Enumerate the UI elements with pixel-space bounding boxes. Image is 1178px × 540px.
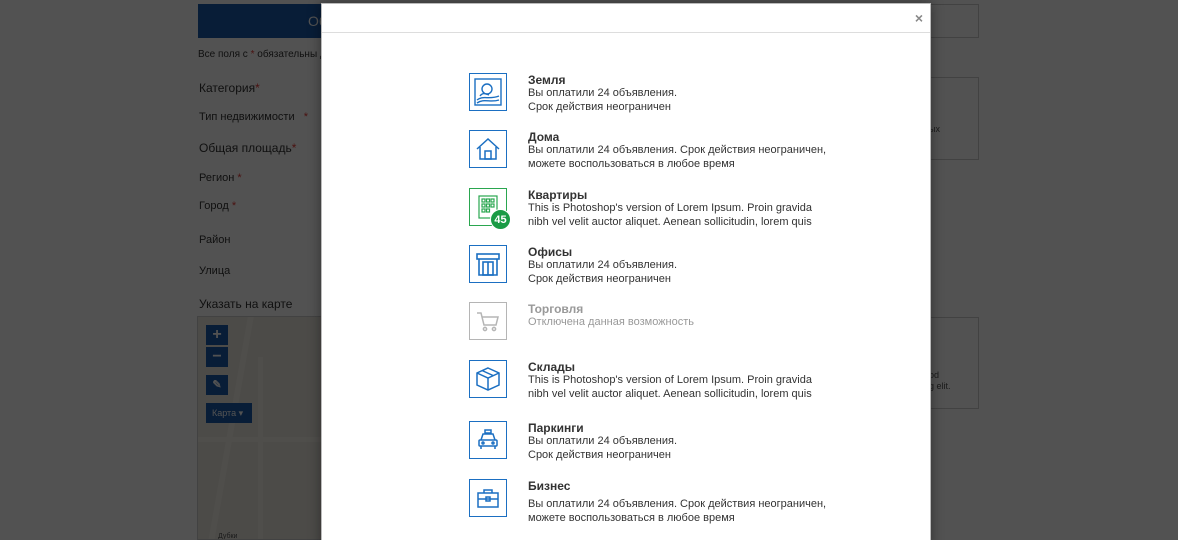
category-desc-line: Вы оплатили 24 объявления.: [528, 87, 678, 99]
category-desc-line: можете воспользоваться в любое время: [528, 511, 735, 524]
category-business[interactable]: [469, 479, 829, 529]
category-desc-line: Срок действия неограничен: [528, 100, 671, 113]
house-icon[interactable]: [469, 130, 507, 168]
warehouse-icon[interactable]: [469, 360, 507, 398]
category-desc-line: nibh vel velit auctor aliquet. Aenean sollicitudin, lorem quis: [528, 387, 812, 400]
category-desc-line: Срок действия неограничен: [528, 272, 671, 285]
land-icon[interactable]: [469, 73, 507, 111]
briefcase-icon[interactable]: [469, 479, 507, 517]
category-title: Дома: [528, 130, 560, 144]
category-desc-line: Вы оплатили 24 объявления.: [528, 435, 678, 447]
category-desc-line: This is Photoshop's version of Lorem Ipsum. Proin gravida: [528, 202, 812, 214]
apartments-icon[interactable]: [469, 188, 507, 226]
category-desc-line: Отключена данная возможность: [528, 316, 695, 328]
close-icon[interactable]: ×: [914, 10, 923, 26]
category-title: Квартиры: [528, 188, 588, 202]
category-modal: [321, 3, 931, 540]
category-land[interactable]: [469, 73, 829, 123]
category-title: Бизнес: [528, 479, 571, 493]
category-apartments[interactable]: [469, 188, 829, 238]
category-title: Офисы: [528, 245, 573, 259]
category-title: Земля: [528, 73, 566, 87]
category-desc-line: This is Photoshop's version of Lorem Ipsum. Proin gravida: [528, 374, 812, 386]
car-icon[interactable]: [469, 421, 507, 459]
category-trade: [469, 302, 829, 352]
category-desc-line: Срок действия неограничен: [528, 448, 671, 461]
category-parking[interactable]: [469, 421, 829, 471]
modal-header: [322, 4, 930, 33]
category-houses[interactable]: [469, 130, 829, 180]
category-desc-line: Вы оплатили 24 объявления. Срок действия неограничен,: [528, 144, 827, 156]
category-title: Паркинги: [528, 421, 584, 435]
category-offices[interactable]: [469, 245, 829, 295]
category-warehouses[interactable]: [469, 360, 829, 410]
count-badge: 45: [490, 209, 511, 230]
category-desc-line: Вы оплатили 24 объявления.: [528, 259, 678, 271]
category-desc-line: Вы оплатили 24 объявления. Срок действия неограничен,: [528, 498, 827, 510]
category-desc-line: можете воспользоваться в любое время: [528, 157, 735, 170]
cart-icon: [469, 302, 507, 340]
category-desc-line: nibh vel velit auctor aliquet. Aenean sollicitudin, lorem quis: [528, 215, 812, 228]
category-title: Торговля: [528, 302, 584, 316]
category-title: Склады: [528, 360, 575, 374]
office-icon[interactable]: [469, 245, 507, 283]
